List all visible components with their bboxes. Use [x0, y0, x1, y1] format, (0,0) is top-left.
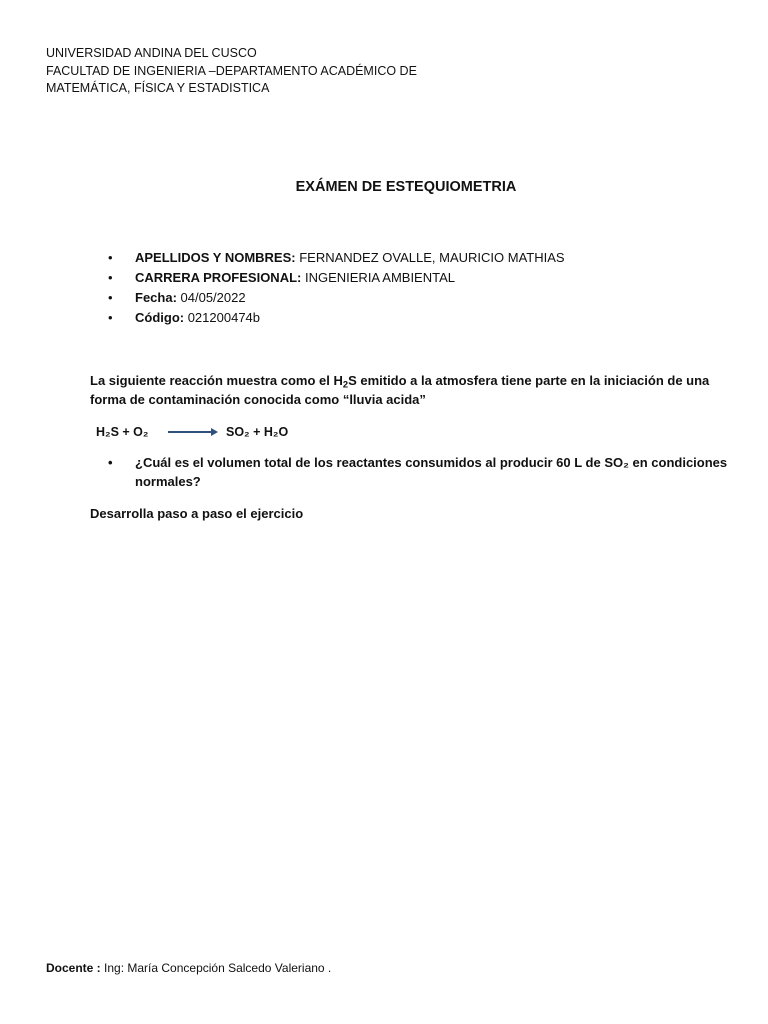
info-value: INGENIERIA AMBIENTAL [301, 270, 455, 285]
bullet-icon: • [108, 250, 113, 265]
info-label: APELLIDOS Y NOMBRES: [135, 250, 296, 265]
info-label: Código: [135, 310, 185, 325]
instruction-text: Desarrolla paso a paso el ejercicio [90, 506, 304, 521]
info-value: FERNANDEZ OVALLE, MAURICIO MATHIAS [295, 250, 565, 265]
info-item-name [108, 248, 565, 268]
university-name: UNIVERSIDAD ANDINA DEL CUSCO [46, 46, 257, 60]
teacher-label: Docente : [46, 961, 101, 975]
info-label: CARRERA PROFESIONAL: [135, 270, 302, 285]
info-item-date [108, 288, 565, 308]
statement-text-start: La siguiente reacción muestra como el H [90, 373, 343, 388]
problem-statement [90, 371, 730, 409]
bullet-icon: • [108, 290, 113, 305]
info-label: Fecha: [135, 290, 177, 305]
subscript: 2 [342, 379, 349, 390]
bullet-icon: • [108, 310, 113, 325]
institution-header [46, 45, 417, 98]
faculty-name: FACULTAD DE INGENIERIA –DEPARTAMENTO ACADÉMICO DE [46, 63, 417, 78]
bullet-icon: • [108, 270, 113, 285]
question-text: ¿Cuál es el volumen total de los reactantes consumidos al producir 60 L de SO₂ en condiciones normales? [135, 455, 728, 489]
arrow-right-icon [168, 426, 218, 438]
teacher-name: Ing: María Concepción Salcedo Valeriano . [100, 961, 332, 975]
info-item-code [108, 308, 565, 328]
products: SO₂ + H₂O [226, 425, 289, 439]
exam-title: EXÁMEN DE ESTEQUIOMETRIA [295, 179, 517, 195]
department-name: MATEMÁTICA, FÍSICA Y ESTADISTICA [46, 81, 270, 95]
teacher-footer [46, 961, 331, 975]
statement-text-end: S emitido a la atmosfera tiene parte en la iniciación de una forma de contaminación conocida como “lluvia acida” [90, 373, 710, 407]
student-info-list [108, 248, 565, 328]
reactants: H₂S + O₂ [96, 425, 149, 439]
info-value: 04/05/2022 [176, 290, 246, 305]
bullet-icon: • [108, 455, 113, 470]
info-item-career [108, 268, 565, 288]
question-item [108, 453, 728, 491]
info-value: 021200474b [184, 310, 261, 325]
